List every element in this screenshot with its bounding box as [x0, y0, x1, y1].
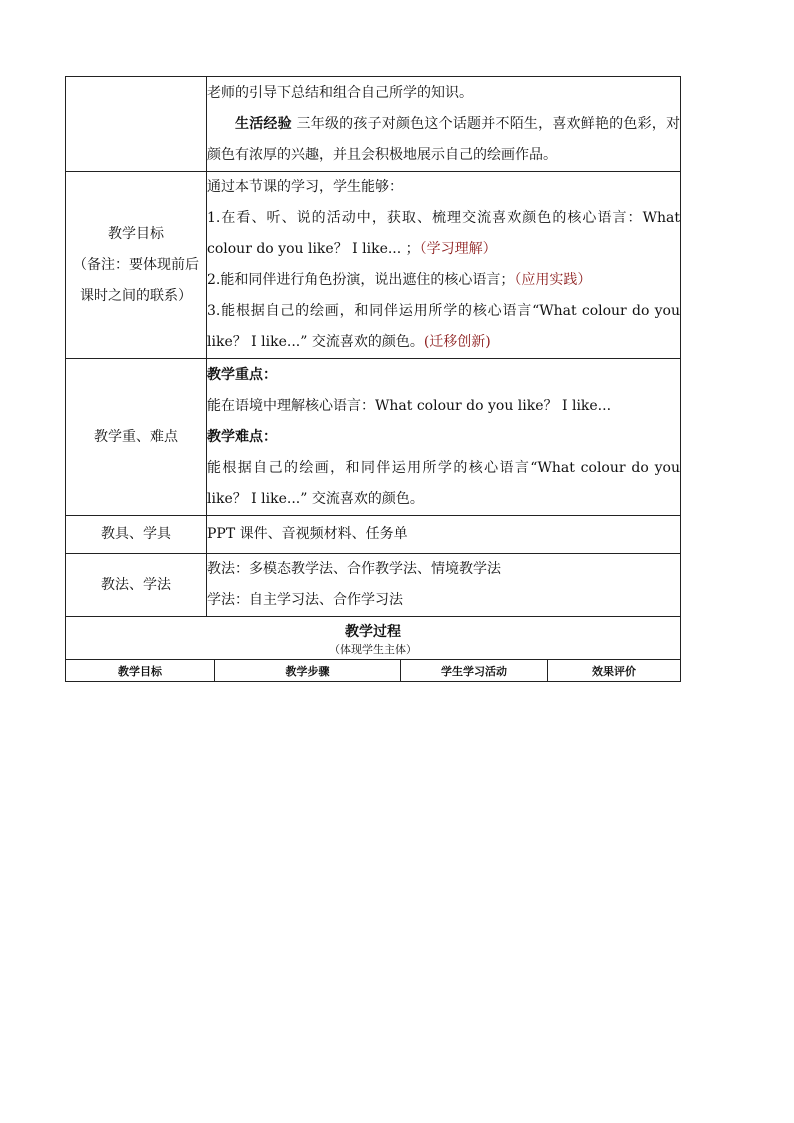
- key-points-label: 教学重、难点: [66, 359, 207, 516]
- intro-content-cell: [207, 77, 681, 172]
- focus-text: 能在语境中理解核心语言：What colour do you like？ I like...: [207, 397, 612, 414]
- goals-content-cell: [207, 172, 681, 359]
- life-experience-text: 三年级的孩子对颜色这个话题并不陌生，喜欢鲜艳的色彩，对颜色有浓厚的兴趣，并且会积极地展示自己的绘画作品。: [207, 115, 681, 163]
- column-header: 效果评价: [548, 660, 681, 682]
- goal-item-1-text: 1.在看、听、说的活动中，获取、梳理交流喜欢颜色的核心语言：What colour do you like？ I like... ；: [207, 210, 680, 257]
- goal-item-1-tag: （学习理解）: [419, 241, 497, 257]
- process-header-row: [66, 617, 681, 660]
- goal-item-2-tag: （应用实践）: [514, 272, 592, 288]
- process-subtitle: （体现学生主体）: [329, 643, 417, 656]
- goals-label: 教学目标: [108, 225, 164, 242]
- intro-row: [66, 77, 681, 172]
- column-header: 学生学习活动: [401, 660, 548, 682]
- goal-item-1: [207, 203, 680, 265]
- intro-label-cell: [66, 77, 207, 172]
- goals-row: [66, 172, 681, 359]
- tools-text: PPT 课件、音视频材料、任务单: [207, 516, 681, 554]
- difficulty-text: 能根据自己的绘画，和同伴运用所学的核心语言“What colour do you like？ I like...” 交流喜欢的颜色。: [207, 459, 680, 507]
- column-header: 教学目标: [66, 660, 215, 682]
- column-header: 教学步骤: [215, 660, 401, 682]
- goals-intro: 通过本节课的学习，学生能够：: [207, 179, 403, 195]
- methods-row: [66, 554, 681, 617]
- life-experience-paragraph: [207, 109, 680, 171]
- process-columns-table: [65, 659, 681, 682]
- tools-label: 教具、学具: [66, 516, 207, 554]
- focus-title: 教学重点：: [207, 366, 277, 383]
- process-header-cell: [66, 617, 681, 660]
- methods-label: 教法、学法: [66, 554, 207, 617]
- teaching-methods: 教法：多模态教学法、合作教学法、情境教学法: [207, 561, 501, 577]
- methods-content-cell: [207, 554, 681, 617]
- goal-item-3-tag: (迁移创新): [423, 334, 491, 350]
- goal-item-2-text: 2.能和同伴进行角色扮演，说出遮住的核心语言；: [207, 272, 515, 288]
- key-points-row: [66, 359, 681, 516]
- goal-item-2: [207, 265, 680, 296]
- goals-label-note: （备注：要体现前后课时之间的联系）: [73, 256, 199, 304]
- goal-item-3-text: 3.能根据自己的绘画，和同伴运用所学的核心语言“What colour do you like？ I like...” 交流喜欢的颜色。: [207, 303, 680, 350]
- process-columns-row: [66, 660, 681, 682]
- goals-label-cell: [66, 172, 207, 359]
- difficulty-title: 教学难点：: [207, 428, 277, 445]
- goal-item-3: [207, 296, 680, 358]
- life-experience-title: 生活经验: [235, 115, 292, 132]
- process-title: 教学过程: [345, 624, 401, 640]
- key-points-content-cell: [207, 359, 681, 516]
- intro-line: 老师的引导下总结和组合自己所学的知识。: [207, 84, 473, 101]
- lesson-plan-table: [65, 76, 681, 660]
- tools-row: [66, 516, 681, 554]
- learning-methods: 学法：自主学习法、合作学习法: [207, 592, 403, 608]
